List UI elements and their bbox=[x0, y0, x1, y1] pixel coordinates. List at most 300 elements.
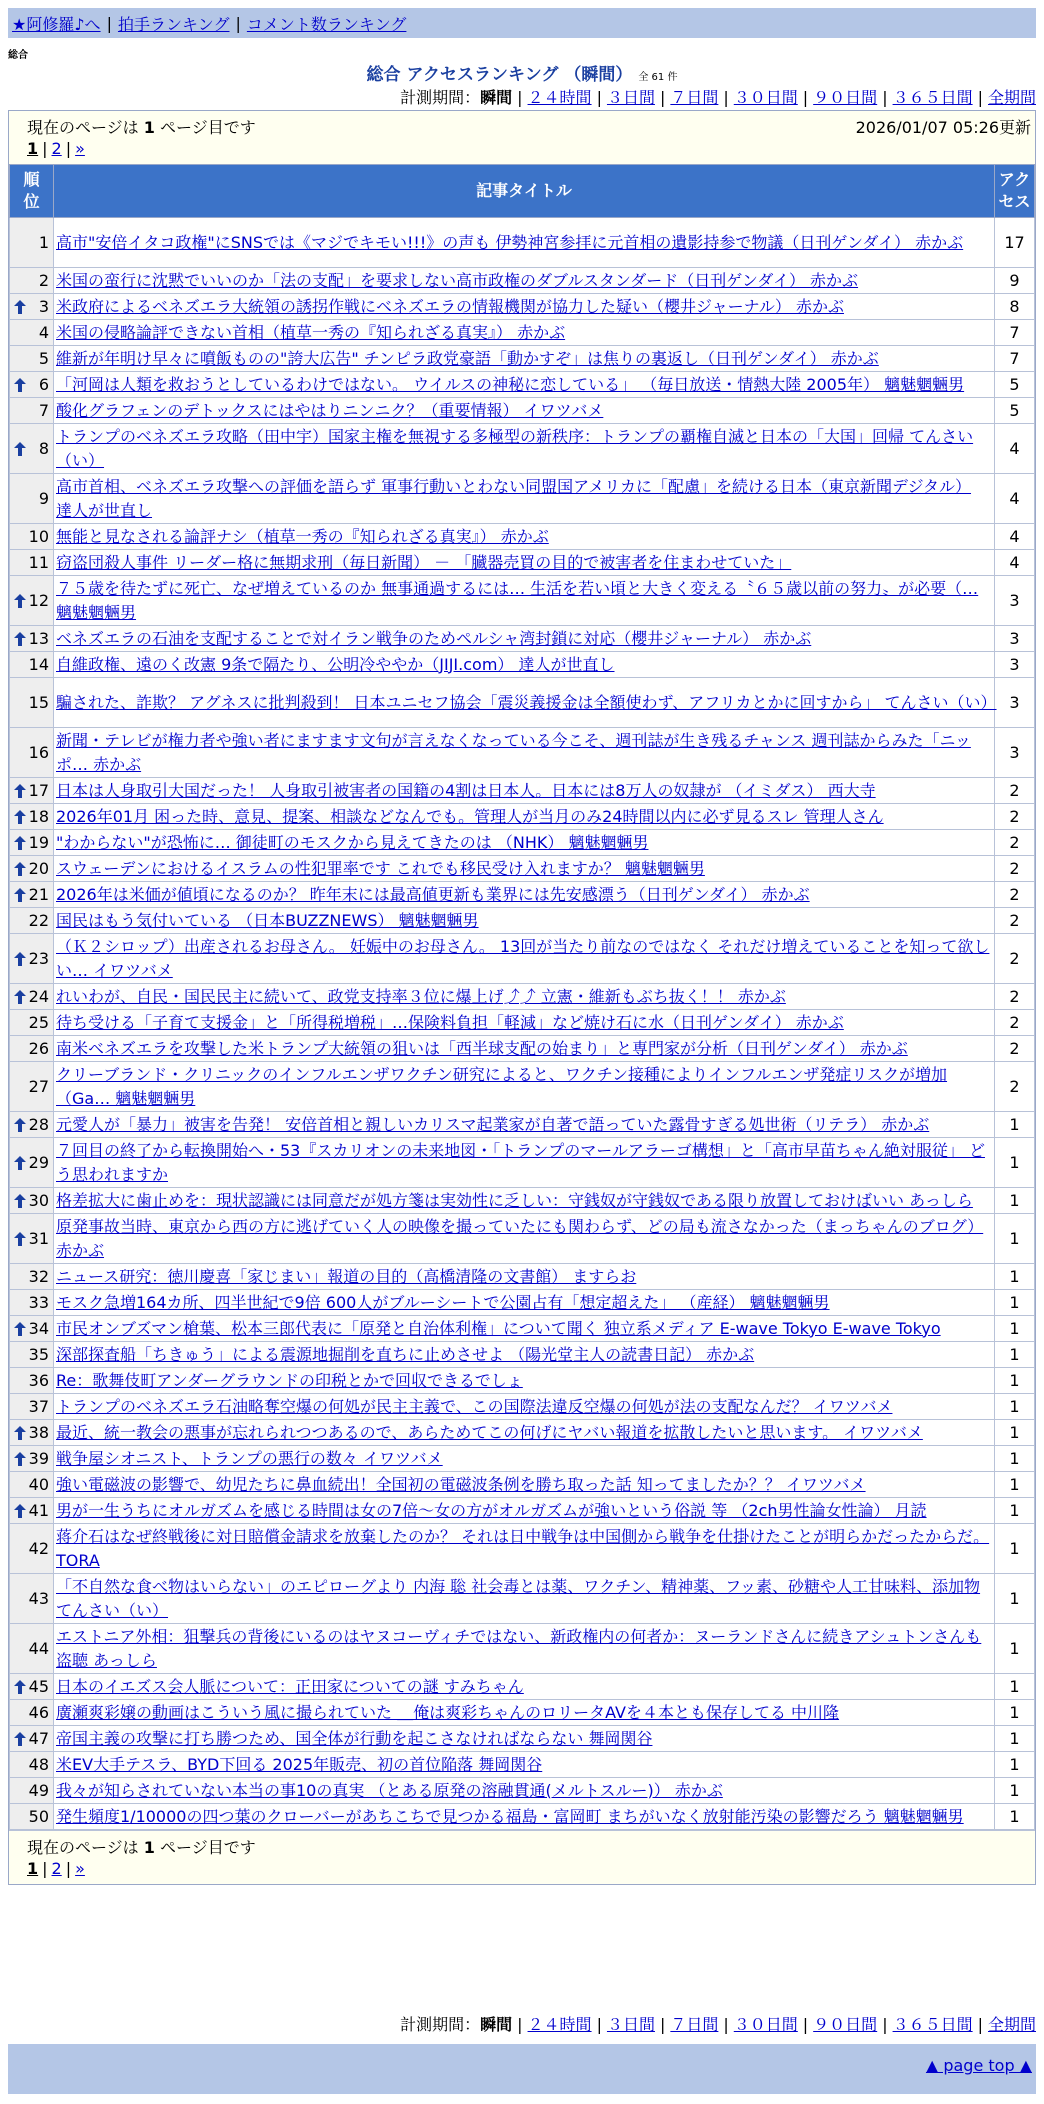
title-cell bbox=[54, 1624, 995, 1674]
title-header: 記事タイトル bbox=[54, 165, 995, 218]
rank-cell bbox=[10, 1726, 54, 1752]
rank-cell bbox=[10, 678, 54, 728]
up-arrow-icon bbox=[14, 888, 26, 902]
rank-cell bbox=[10, 1624, 54, 1674]
table-row bbox=[10, 398, 1035, 424]
table-row bbox=[10, 1214, 1035, 1264]
access-count: 1 bbox=[995, 1112, 1035, 1138]
rank-cell bbox=[10, 804, 54, 830]
article-link[interactable]: 元愛人が「暴力」被害を告発！ 安倍首相と親しいカリスマ起業家が自著で語っていた露骨すぎる処世術（リテラ） 赤かぶ bbox=[56, 1114, 930, 1134]
access-count: 1 bbox=[995, 1726, 1035, 1752]
title-cell bbox=[54, 474, 995, 524]
title-cell bbox=[54, 1498, 995, 1524]
pager-page[interactable]: 2 bbox=[51, 1859, 62, 1878]
access-count: 3 bbox=[995, 576, 1035, 626]
pager-bottom bbox=[27, 1859, 85, 1878]
rank-header-label: 順位 bbox=[23, 170, 40, 211]
page-text-pre: 現在のページは bbox=[27, 1838, 144, 1857]
title-cell bbox=[54, 1290, 995, 1316]
table-row bbox=[10, 524, 1035, 550]
article-link[interactable]: トランプのベネズエラ石油略奪空爆の何処が民主主義で、この国際法違反空爆の何処が法の支配なんだ？ イワツバメ bbox=[56, 1396, 893, 1416]
total-count: 全 61 件 bbox=[638, 72, 678, 83]
article-link[interactable]: 南米ベネズエラを攻撃した米トランプ大統領の狙いは「西半球支配の始まり」と専門家が分析（日刊ゲンダイ） 赤かぶ bbox=[56, 1038, 908, 1058]
article-link[interactable]: 米国の侵略論評できない首相（植草一秀の『知られざる真実』） 赤かぶ bbox=[56, 322, 566, 342]
access-header bbox=[995, 165, 1035, 218]
article-link[interactable]: 市民オンブズマン槍葉、松本三郎代表に「原発と自治体利権」について聞く 独立系メディア E-wave Tokyo E-wave Tokyo bbox=[56, 1318, 941, 1338]
rank-number: 27 bbox=[28, 1076, 49, 1096]
article-link[interactable]: （Ｋ２シロップ）出産されるお母さん。 妊娠中のお母さん。 13回が当たり前なのではなく それだけ増えていることを知って欲しい… イワツバメ bbox=[56, 936, 990, 980]
rank-cell bbox=[10, 576, 54, 626]
table-row bbox=[10, 1574, 1035, 1624]
page-text-pre: 現在のページは bbox=[27, 118, 144, 137]
rank-cell bbox=[10, 268, 54, 294]
article-link[interactable]: エストニア外相：狙撃兵の背後にいるのはヤヌコーヴィチではない、新政権内の何者か：ヌーランドさんに続きアシュトンさんも盗聴 あっしら bbox=[56, 1626, 982, 1670]
access-count: 4 bbox=[995, 424, 1035, 474]
access-count: 1 bbox=[995, 1138, 1035, 1188]
updated-timestamp: 2026/01/07 05:26更新 bbox=[855, 118, 1031, 137]
article-link[interactable]: 騙された、詐欺？ アグネスに批判殺到！ 日本ユニセフ協会「震災義援金は全額使わず、アフリカとかに回すから」 てんさい（い） bbox=[56, 692, 997, 712]
article-link[interactable]: 窃盗団殺人事件 リーダー格に無期求刑（毎日新聞） － 「臓器売買の目的で被害者を住まわせていた」 bbox=[56, 552, 792, 572]
period-link[interactable]: ９０日間 bbox=[813, 88, 878, 107]
article-link[interactable]: れいわが、自民・国民民主に続いて、政党支持率３位に爆上げ⤴⤴ 立憲・維新もぶち抜く！！ 赤かぶ bbox=[56, 986, 786, 1006]
period-link[interactable]: ２４時間 bbox=[527, 2015, 592, 2034]
access-count: 4 bbox=[995, 474, 1035, 524]
separator: | bbox=[659, 2015, 666, 2034]
access-count: 1 bbox=[995, 1498, 1035, 1524]
title-cell bbox=[54, 882, 995, 908]
rank-number: 35 bbox=[28, 1344, 49, 1364]
access-count: 1 bbox=[995, 1368, 1035, 1394]
rank-number: 26 bbox=[28, 1038, 49, 1058]
rank-number: 15 bbox=[28, 692, 49, 712]
separator: | bbox=[723, 2015, 729, 2034]
article-link[interactable]: 日本は人身取引大国だった！ 人身取引被害者の国籍の4割は日本人。日本には8万人の奴隷が （イミダス） 西大寺 bbox=[56, 780, 876, 800]
rank-number: 40 bbox=[28, 1474, 49, 1494]
rank-cell bbox=[10, 398, 54, 424]
table-row bbox=[10, 1726, 1035, 1752]
rank-number: 1 bbox=[38, 232, 49, 252]
title-cell bbox=[54, 1674, 995, 1700]
ranking-table bbox=[9, 164, 1035, 1830]
rank-number: 13 bbox=[28, 628, 49, 648]
page-number: 1 bbox=[143, 118, 155, 137]
title-cell bbox=[54, 728, 995, 778]
period-current: 瞬間 bbox=[480, 88, 513, 107]
article-link[interactable]: 2026年01月 困った時、意見、提案、相談などなんでも。管理人が当月のみ24時間以内に必ず見るスレ 管理人さん bbox=[56, 806, 884, 826]
article-link[interactable]: 「不自然な食べ物はいらない」のエピローグより 内海 聡 社会毒とは薬、ワクチン、精神薬、フッ素、砂糖や人工甘味料、添加物 てんさい（い） bbox=[56, 1576, 981, 1620]
access-count: 5 bbox=[995, 372, 1035, 398]
separator: | bbox=[977, 88, 983, 107]
table-row bbox=[10, 1446, 1035, 1472]
article-link[interactable]: 米政府によるベネズエラ大統領の誘拐作戦にベネズエラの情報機関が協力した疑い（櫻井ジャーナル） 赤かぶ bbox=[56, 296, 844, 316]
article-link[interactable]: 米国の蛮行に沈黙でいいのか「法の支配」を要求しない高市政権のダブルスタンダード（日刊ゲンダイ） 赤かぶ bbox=[56, 270, 859, 290]
up-arrow-icon bbox=[14, 1322, 26, 1336]
title-cell bbox=[54, 1138, 995, 1188]
table-row bbox=[10, 626, 1035, 652]
access-header-label: アクセス bbox=[998, 170, 1031, 211]
rank-number: 41 bbox=[28, 1500, 49, 1520]
title-cell bbox=[54, 1062, 995, 1112]
pager-page[interactable]: 2 bbox=[51, 139, 62, 158]
title-cell bbox=[54, 524, 995, 550]
title-cell bbox=[54, 934, 995, 984]
article-link[interactable]: 原発事故当時、東京から西の方に逃げていく人の映像を撮っていたにも関わらず、どの局も流さなかった（まっちゃんのブログ） 赤かぶ bbox=[56, 1216, 984, 1260]
rank-cell bbox=[10, 294, 54, 320]
table-row bbox=[10, 778, 1035, 804]
table-row bbox=[10, 908, 1035, 934]
rank-cell bbox=[10, 346, 54, 372]
period-current: 瞬間 bbox=[480, 2015, 513, 2034]
rank-number: 5 bbox=[38, 348, 49, 368]
access-count: 2 bbox=[995, 1062, 1035, 1112]
access-count: 1 bbox=[995, 1316, 1035, 1342]
period-link[interactable]: ３日間 bbox=[606, 88, 655, 107]
article-link[interactable]: スウェーデンにおけるイスラムの性犯罪率です これでも移民受け入れますか？ 魑魅魍魎男 bbox=[56, 858, 705, 878]
access-count: 1 bbox=[995, 1446, 1035, 1472]
title-cell bbox=[54, 1112, 995, 1138]
table-row bbox=[10, 474, 1035, 524]
article-link[interactable]: 日本のイエズス会人脈について：正田家についての謎 すみちゃん bbox=[56, 1676, 524, 1696]
rank-number: 7 bbox=[38, 400, 49, 420]
table-row bbox=[10, 218, 1035, 268]
table-row bbox=[10, 984, 1035, 1010]
rank-cell bbox=[10, 984, 54, 1010]
separator: | bbox=[65, 139, 72, 158]
up-arrow-icon bbox=[14, 1194, 26, 1208]
rank-number: 10 bbox=[28, 526, 49, 546]
article-link[interactable]: 高市首相、ベネズエラ攻撃への評価を語らず 軍事行動いとわない同盟国アメリカに「配慮」を続ける日本（東京新聞デジタル） 達人が世直し bbox=[56, 476, 972, 520]
rank-number: 25 bbox=[28, 1012, 49, 1032]
access-count: 5 bbox=[995, 398, 1035, 424]
article-link[interactable]: クリーブランド・クリニックのインフルエンザワクチン研究によると、ワクチン接種によりインフルエンザ発症リスクが増加（Ga… 魑魅魍魎男 bbox=[56, 1064, 948, 1108]
rank-number: 32 bbox=[28, 1266, 49, 1286]
access-count: 1 bbox=[995, 1394, 1035, 1420]
table-row bbox=[10, 856, 1035, 882]
pager-next[interactable]: » bbox=[75, 1859, 85, 1878]
page-info-top bbox=[9, 111, 1035, 164]
access-count: 2 bbox=[995, 1010, 1035, 1036]
title-cell bbox=[54, 1752, 995, 1778]
period-link[interactable]: 全期間 bbox=[987, 2015, 1036, 2034]
rank-number: 16 bbox=[28, 742, 49, 762]
access-count: 1 bbox=[995, 1574, 1035, 1624]
table-row bbox=[10, 1420, 1035, 1446]
table-row bbox=[10, 652, 1035, 678]
rank-number: 44 bbox=[28, 1638, 49, 1658]
access-count: 2 bbox=[995, 830, 1035, 856]
table-row bbox=[10, 1264, 1035, 1290]
rank-cell bbox=[10, 1394, 54, 1420]
table-row bbox=[10, 1700, 1035, 1726]
rank-number: 8 bbox=[38, 438, 49, 458]
access-count: 8 bbox=[995, 294, 1035, 320]
table-row bbox=[10, 372, 1035, 398]
rank-cell bbox=[10, 474, 54, 524]
up-arrow-icon bbox=[14, 836, 26, 850]
article-link[interactable]: 男が一生うちにオルガズムを感じる時間は女の7倍～女の方がオルガズムが強いという俗説 等 （2ch男性論女性論） 月読 bbox=[56, 1500, 927, 1520]
article-link[interactable]: 「河岡は人類を救おうとしているわけではない。 ウイルスの神秘に恋している」 （毎日放送・情熱大陸 2005年） 魑魅魍魎男 bbox=[56, 374, 965, 394]
title-cell bbox=[54, 1420, 995, 1446]
rank-number: 31 bbox=[28, 1228, 49, 1248]
pager bbox=[27, 139, 85, 158]
page-title bbox=[0, 60, 1044, 85]
rank-number: 42 bbox=[28, 1538, 49, 1558]
rank-cell bbox=[10, 1214, 54, 1264]
table-header-row bbox=[10, 165, 1035, 218]
up-arrow-icon bbox=[14, 1732, 26, 1746]
rank-number: 17 bbox=[28, 780, 49, 800]
access-count: 1 bbox=[995, 1188, 1035, 1214]
rank-number: 3 bbox=[38, 296, 49, 316]
table-row bbox=[10, 1624, 1035, 1674]
table-row bbox=[10, 424, 1035, 474]
up-arrow-icon bbox=[14, 1156, 26, 1170]
pager-current: 1 bbox=[27, 1859, 39, 1878]
period-link[interactable]: 全期間 bbox=[987, 88, 1036, 107]
pager-next[interactable]: » bbox=[75, 139, 85, 158]
access-count: 3 bbox=[995, 678, 1035, 728]
article-link[interactable]: 国民はもう気付いている （日本BUZZNEWS） 魑魅魍魎男 bbox=[56, 910, 479, 930]
up-arrow-icon bbox=[14, 952, 26, 966]
article-link[interactable]: 2026年は米価が値頃になるのか？ 昨年末には最高値更新も業界には先安感漂う（日刊ゲンダイ） 赤かぶ bbox=[56, 884, 810, 904]
access-count: 1 bbox=[995, 1524, 1035, 1574]
rank-cell bbox=[10, 1010, 54, 1036]
article-link[interactable]: 帝国主義の攻撃に打ち勝つため、国全体が行動を起こさなければならない 舞岡関谷 bbox=[56, 1728, 653, 1748]
period-selector-bottom bbox=[400, 2012, 1036, 2035]
period-link[interactable]: ３６５日間 bbox=[892, 88, 973, 107]
category-label: 総合 bbox=[8, 50, 28, 61]
article-link[interactable]: 最近、統一教会の悪事が忘れられつつあるので、あらためてこの何げにヤバい報道を拡散したいと思います。 イワツバメ bbox=[56, 1422, 923, 1442]
up-arrow-icon bbox=[14, 1232, 26, 1246]
rank-number: 29 bbox=[28, 1152, 49, 1172]
rank-cell bbox=[10, 1472, 54, 1498]
rank-cell bbox=[10, 934, 54, 984]
rank-number: 2 bbox=[38, 270, 49, 290]
period-link[interactable]: ７日間 bbox=[670, 88, 719, 107]
table-row bbox=[10, 1062, 1035, 1112]
title-cell bbox=[54, 1342, 995, 1368]
rank-number: 36 bbox=[28, 1370, 49, 1390]
access-count: 2 bbox=[995, 856, 1035, 882]
page-number: 1 bbox=[143, 1838, 155, 1857]
ranking-title: 総合 アクセスランキング （瞬間） bbox=[366, 65, 633, 85]
article-link[interactable]: "わからない"が恐怖に… 御徒町のモスクから見えてきたのは （NHK） 魑魅魍魎男 bbox=[56, 832, 649, 852]
clap-ranking-link[interactable]: 拍手ランキング bbox=[117, 14, 230, 34]
separator: | bbox=[977, 2015, 983, 2034]
article-link[interactable]: 無能と見なされる論評ナシ（植草一秀の『知られざる真実』） 赤かぶ bbox=[56, 526, 549, 546]
separator: | bbox=[723, 88, 729, 107]
up-arrow-icon bbox=[14, 810, 26, 824]
rank-number: 30 bbox=[28, 1190, 49, 1210]
rank-header bbox=[10, 165, 54, 218]
home-link[interactable]: ★阿修羅♪へ bbox=[12, 14, 101, 34]
access-count: 1 bbox=[995, 1420, 1035, 1446]
rank-cell bbox=[10, 1264, 54, 1290]
access-count: 3 bbox=[995, 728, 1035, 778]
article-link[interactable]: ベネズエラの石油を支配することで対イラン戦争のためペルシャ湾封鎖に対応（櫻井ジャーナル） 赤かぶ bbox=[56, 628, 812, 648]
period-link[interactable]: ２４時間 bbox=[527, 88, 592, 107]
rank-cell bbox=[10, 550, 54, 576]
rank-cell bbox=[10, 1446, 54, 1472]
period-link[interactable]: ３０日間 bbox=[733, 88, 798, 107]
title-cell bbox=[54, 346, 995, 372]
article-link[interactable]: 我々が知らされていない本当の事10の真実 （とある原発の溶融貫通(メルトスルー)） 赤かぶ bbox=[56, 1780, 723, 1800]
access-count: 17 bbox=[995, 218, 1035, 268]
rank-cell bbox=[10, 626, 54, 652]
article-link[interactable]: 高市"安倍イタコ政権"にSNSでは《マジでキモい!!!》の声も 伊勢神宮参拝に元首相の遺影持参で物議（日刊ゲンダイ） 赤かぶ bbox=[56, 232, 964, 252]
title-cell bbox=[54, 550, 995, 576]
rank-number: 50 bbox=[28, 1806, 49, 1826]
rank-number: 48 bbox=[28, 1754, 49, 1774]
article-link[interactable]: 深部探査船「ちきゅう」による震源地掘削を直ちに止めさせよ （陽光堂主人の読書日記） 赤かぶ bbox=[56, 1344, 755, 1364]
title-cell bbox=[54, 1804, 995, 1830]
article-link[interactable]: トランプのベネズエラ攻略（田中宇）国家主権を無視する多極型の新秩序：トランプの覇権自滅と日本の「大国」回帰 てんさい（い） bbox=[56, 426, 974, 470]
period-link[interactable]: ３日間 bbox=[606, 2015, 655, 2034]
rank-number: 33 bbox=[28, 1292, 49, 1312]
access-count: 2 bbox=[995, 804, 1035, 830]
footer-bar bbox=[8, 2044, 1036, 2094]
access-count: 1 bbox=[995, 1674, 1035, 1700]
article-link[interactable]: 待ち受ける「子育て支援金」と「所得税増税」…保険料負担「軽減」など焼け石に水（日刊ゲンダイ） 赤かぶ bbox=[56, 1012, 844, 1032]
separator: | bbox=[235, 13, 241, 33]
title-cell bbox=[54, 294, 995, 320]
title-cell bbox=[54, 804, 995, 830]
access-count: 4 bbox=[995, 550, 1035, 576]
access-count: 3 bbox=[995, 626, 1035, 652]
access-count: 7 bbox=[995, 320, 1035, 346]
title-cell bbox=[54, 1010, 995, 1036]
current-page-text-bottom bbox=[27, 1835, 256, 1858]
page-top-link[interactable]: ▲ page top ▲ bbox=[925, 2056, 1032, 2075]
article-link[interactable]: ７回目の終了から転換開始へ・53『スカリオンの未来地図・「トランプのマールアラーゴ構想」と「高市早苗ちゃん絶対服従」 どう思われますか bbox=[56, 1140, 985, 1184]
rank-number: 20 bbox=[28, 858, 49, 878]
rank-cell bbox=[10, 1524, 54, 1574]
title-cell bbox=[54, 908, 995, 934]
rank-cell bbox=[10, 652, 54, 678]
title-cell bbox=[54, 1524, 995, 1574]
article-link[interactable]: ７５歳を待たずに死亡、なぜ増えているのか 無事通過するには… 生活を若い頃と大きく変える〝６５歳以前の努力〟が必要（… 魑魅魍魎男 bbox=[56, 578, 979, 622]
access-count: 3 bbox=[995, 652, 1035, 678]
page-info-bottom bbox=[9, 1830, 1035, 1884]
rank-number: 11 bbox=[28, 552, 49, 572]
article-link[interactable]: 自維政権、遠のく改憲 9条で隔たり、公明冷ややか（JIJI.com） 達人が世直し bbox=[56, 654, 615, 674]
separator: | bbox=[596, 2015, 602, 2034]
page-text-post: ページ目です bbox=[154, 1838, 256, 1857]
article-link[interactable]: モスク急増164カ所、四半世紀で9倍 600人がブルーシートで公園占有「想定超えた」 （産経） 魑魅魍魎男 bbox=[56, 1292, 830, 1312]
article-link[interactable]: 維新が年明け早々に噴飯ものの"誇大広告" チンピラ政党豪語「動かすぞ」は焦りの裏返し（日刊ゲンダイ） 赤かぶ bbox=[56, 348, 879, 368]
rank-number: 43 bbox=[28, 1588, 49, 1608]
access-count: 2 bbox=[995, 908, 1035, 934]
article-link[interactable]: 蒋介石はなぜ終戦後に対日賠償金請求を放棄したのか？ それは日中戦争は中国側から戦争を仕掛けたことが明らかだったからだ。 TORA bbox=[56, 1526, 990, 1570]
page-text-post: ページ目です bbox=[154, 118, 256, 137]
period-link[interactable]: ３６５日間 bbox=[892, 2015, 973, 2034]
rank-number: 23 bbox=[28, 948, 49, 968]
access-count: 2 bbox=[995, 984, 1035, 1010]
article-link[interactable]: Re：歌舞伎町アンダーグラウンドの印税とかで回収できるでしょ bbox=[56, 1370, 523, 1390]
title-cell bbox=[54, 1472, 995, 1498]
separator: | bbox=[659, 88, 666, 107]
table-row bbox=[10, 1316, 1035, 1342]
rank-cell bbox=[10, 524, 54, 550]
title-cell bbox=[54, 1394, 995, 1420]
title-cell bbox=[54, 1368, 995, 1394]
up-arrow-icon bbox=[14, 1680, 26, 1694]
access-count: 1 bbox=[995, 1752, 1035, 1778]
rank-number: 37 bbox=[28, 1396, 49, 1416]
article-link[interactable]: 強い電磁波の影響で、幼児たちに鼻血続出！全国初の電磁波条例を勝ち取った話 知ってましたか？？ イワツバメ bbox=[56, 1474, 866, 1494]
rank-cell bbox=[10, 320, 54, 346]
rank-number: 22 bbox=[28, 910, 49, 930]
rank-cell bbox=[10, 1498, 54, 1524]
title-cell bbox=[54, 1446, 995, 1472]
up-arrow-icon bbox=[14, 784, 26, 798]
separator: | bbox=[517, 88, 523, 107]
article-link[interactable]: 酸化グラフェンのデトックスにはやはりニンニク？（重要情報） イワツバメ bbox=[56, 400, 604, 420]
title-cell bbox=[54, 424, 995, 474]
rank-cell bbox=[10, 1778, 54, 1804]
article-link[interactable]: 格差拡大に歯止めを：現状認識には同意だが処方箋は実効性に乏しい：守銭奴が守銭奴である限り放置しておけばいい あっしら bbox=[56, 1190, 973, 1210]
rank-number: 28 bbox=[28, 1114, 49, 1134]
title-cell bbox=[54, 830, 995, 856]
table-row bbox=[10, 576, 1035, 626]
rank-number: 46 bbox=[28, 1702, 49, 1722]
article-link[interactable]: 新聞・テレビが権力者や強い者にますます文句が言えなくなっている今こそ、週刊誌が生き残るチャンス 週刊誌からみた「ニッポ… 赤かぶ bbox=[56, 730, 971, 774]
rank-cell bbox=[10, 1752, 54, 1778]
title-cell bbox=[54, 984, 995, 1010]
period-link[interactable]: ７日間 bbox=[670, 2015, 719, 2034]
rank-cell bbox=[10, 856, 54, 882]
rank-number: 9 bbox=[38, 488, 49, 508]
up-arrow-icon bbox=[14, 632, 26, 646]
table-row bbox=[10, 934, 1035, 984]
rank-number: 14 bbox=[28, 654, 49, 674]
separator: | bbox=[65, 1859, 72, 1878]
access-count: 1 bbox=[995, 1214, 1035, 1264]
rank-cell bbox=[10, 1188, 54, 1214]
rank-number: 47 bbox=[28, 1728, 49, 1748]
article-link[interactable]: 廣瀬爽彩嬢の動画はこういう風に撮られていた ＿俺は爽彩ちゃんのロリータAVを４本とも保存してる 中川隆 bbox=[56, 1702, 840, 1722]
separator: | bbox=[42, 1859, 48, 1878]
access-count: 7 bbox=[995, 346, 1035, 372]
table-row bbox=[10, 882, 1035, 908]
comment-ranking-link[interactable]: コメント数ランキング bbox=[246, 14, 407, 34]
period-label: 計測期間： bbox=[400, 2015, 481, 2034]
title-cell bbox=[54, 1264, 995, 1290]
table-row bbox=[10, 1036, 1035, 1062]
period-link[interactable]: ３０日間 bbox=[733, 2015, 798, 2034]
rank-number: 4 bbox=[38, 322, 49, 342]
rank-cell bbox=[10, 1112, 54, 1138]
article-link[interactable]: 戦争屋シオニスト、トランプの悪行の数々 イワツバメ bbox=[56, 1448, 443, 1468]
up-arrow-icon bbox=[14, 300, 26, 314]
title-cell bbox=[54, 576, 995, 626]
article-link[interactable]: ニュース研究：徳川慶喜「家じまい」報道の目的（高橋清隆の文書館） ますらお bbox=[56, 1266, 637, 1286]
article-link[interactable]: 米EV大手テスラ、BYD下回る 2025年販売、初の首位陥落 舞岡関谷 bbox=[56, 1754, 543, 1774]
pager-current: 1 bbox=[27, 139, 39, 158]
rank-number: 38 bbox=[28, 1422, 49, 1442]
rank-cell bbox=[10, 1574, 54, 1624]
up-arrow-icon bbox=[14, 1426, 26, 1440]
title-cell bbox=[54, 398, 995, 424]
ranking-container bbox=[8, 110, 1036, 1885]
rank-number: 12 bbox=[28, 590, 49, 610]
access-count: 1 bbox=[995, 1700, 1035, 1726]
up-arrow-icon bbox=[14, 862, 26, 876]
title-cell bbox=[54, 678, 995, 728]
table-row bbox=[10, 1342, 1035, 1368]
article-link[interactable]: 発生頻度1/10000の四つ葉のクローバーがあちこちで見つかる福島・富岡町 まちがいなく放射能汚染の影響だろう 魑魅魍魎男 bbox=[56, 1806, 964, 1826]
period-link[interactable]: ９０日間 bbox=[813, 2015, 878, 2034]
